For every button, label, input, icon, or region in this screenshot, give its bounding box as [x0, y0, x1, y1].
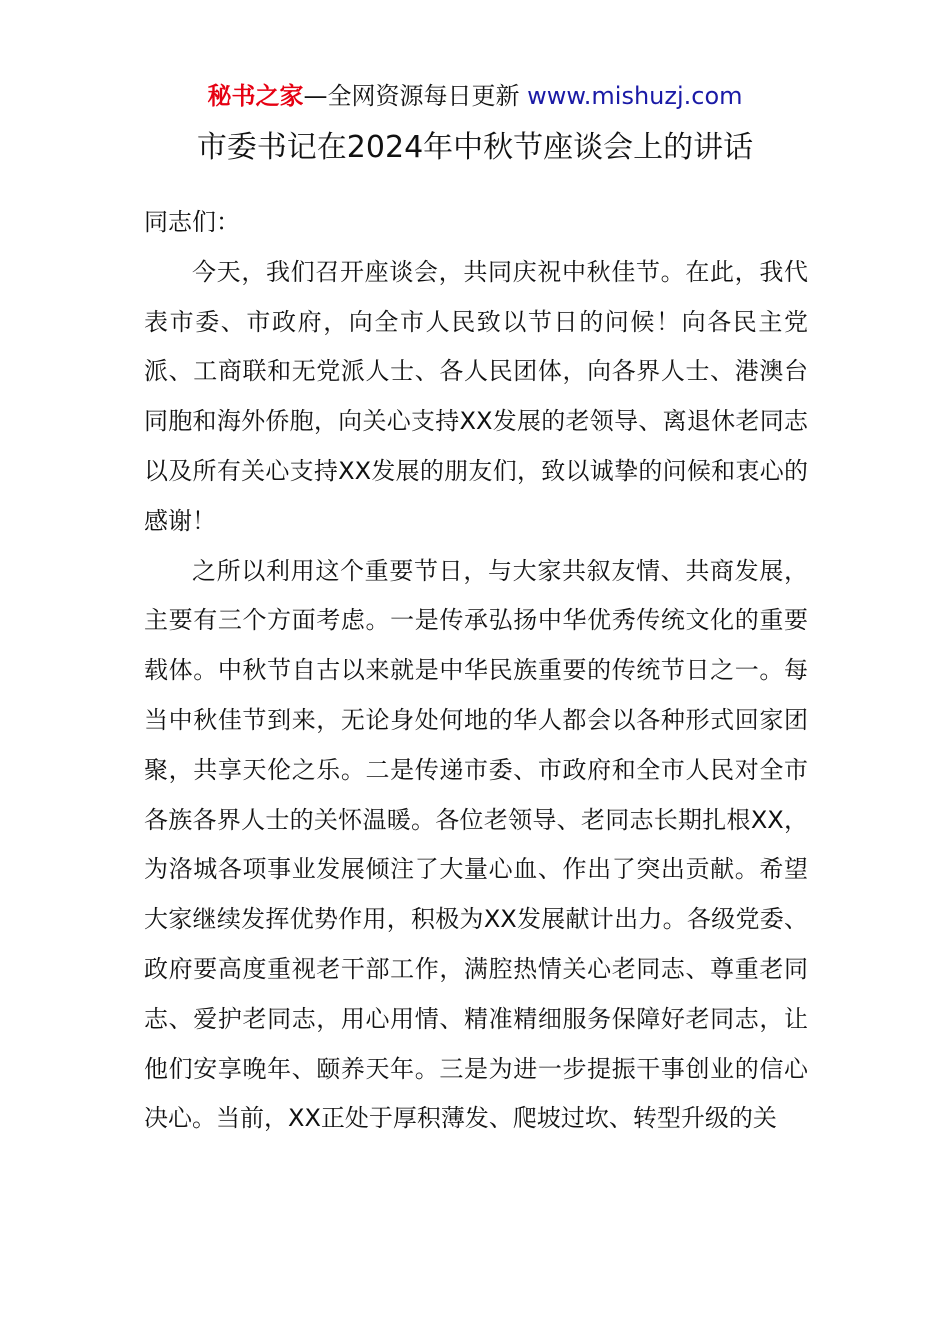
site-tagline: —全网资源每日更新 — [303, 82, 528, 110]
site-url-link[interactable]: www.mishuzj.com — [527, 82, 743, 110]
site-brand: 秘书之家 — [207, 82, 304, 110]
document-body — [144, 198, 808, 1144]
paragraph: 今天，我们召开座谈会，共同庆祝中秋佳节。在此，我代表市委、市政府，向全市人民致以节日的问候！向各民主党派、工商联和无党派人士、各人民团体，向各界人士、港澳台同胞和海外侨胞，向关心支持XX发展的老领导、离退休老同志以及所有关心支持XX发展的朋友们，致以诚挚的问候和衷心的感谢！ — [144, 257, 808, 535]
document-title: 市委书记在2024年中秋节座谈会上的讲话 — [196, 130, 754, 165]
paragraph: 之所以利用这个重要节日，与大家共叙友情、共商发展，主要有三个方面考虑。一是传承弘扬中华优秀传统文化的重要载体。中秋节自古以来就是中华民族重要的传统节日之一。每当中秋佳节到来，无论身处何地的华人都会以各种形式回家团聚，共享天伦之乐。二是传递市委、市政府和全市人民对全市各族各界人士的关怀温暖。各位老领导、老同志长期扎根XX，为洛城各项事业发展倾注了大量心血、作出了突出贡献。希望大家继续发挥优势作用，积极为XX发展献计出力。各级党委、政府要高度重视老干部工作，满腔热情关心老同志、尊重老同志、爱护老同志，用心用情、精准精细服务保障好老同志，让他们安享晚年、颐养天年。三是为进一步提振干事创业的信心决心。当前，XX正处于厚积薄发、爬坡过坎、转型升级的关 — [144, 556, 808, 1133]
salutation: 同志们： — [144, 208, 240, 236]
site-header — [0, 80, 950, 112]
